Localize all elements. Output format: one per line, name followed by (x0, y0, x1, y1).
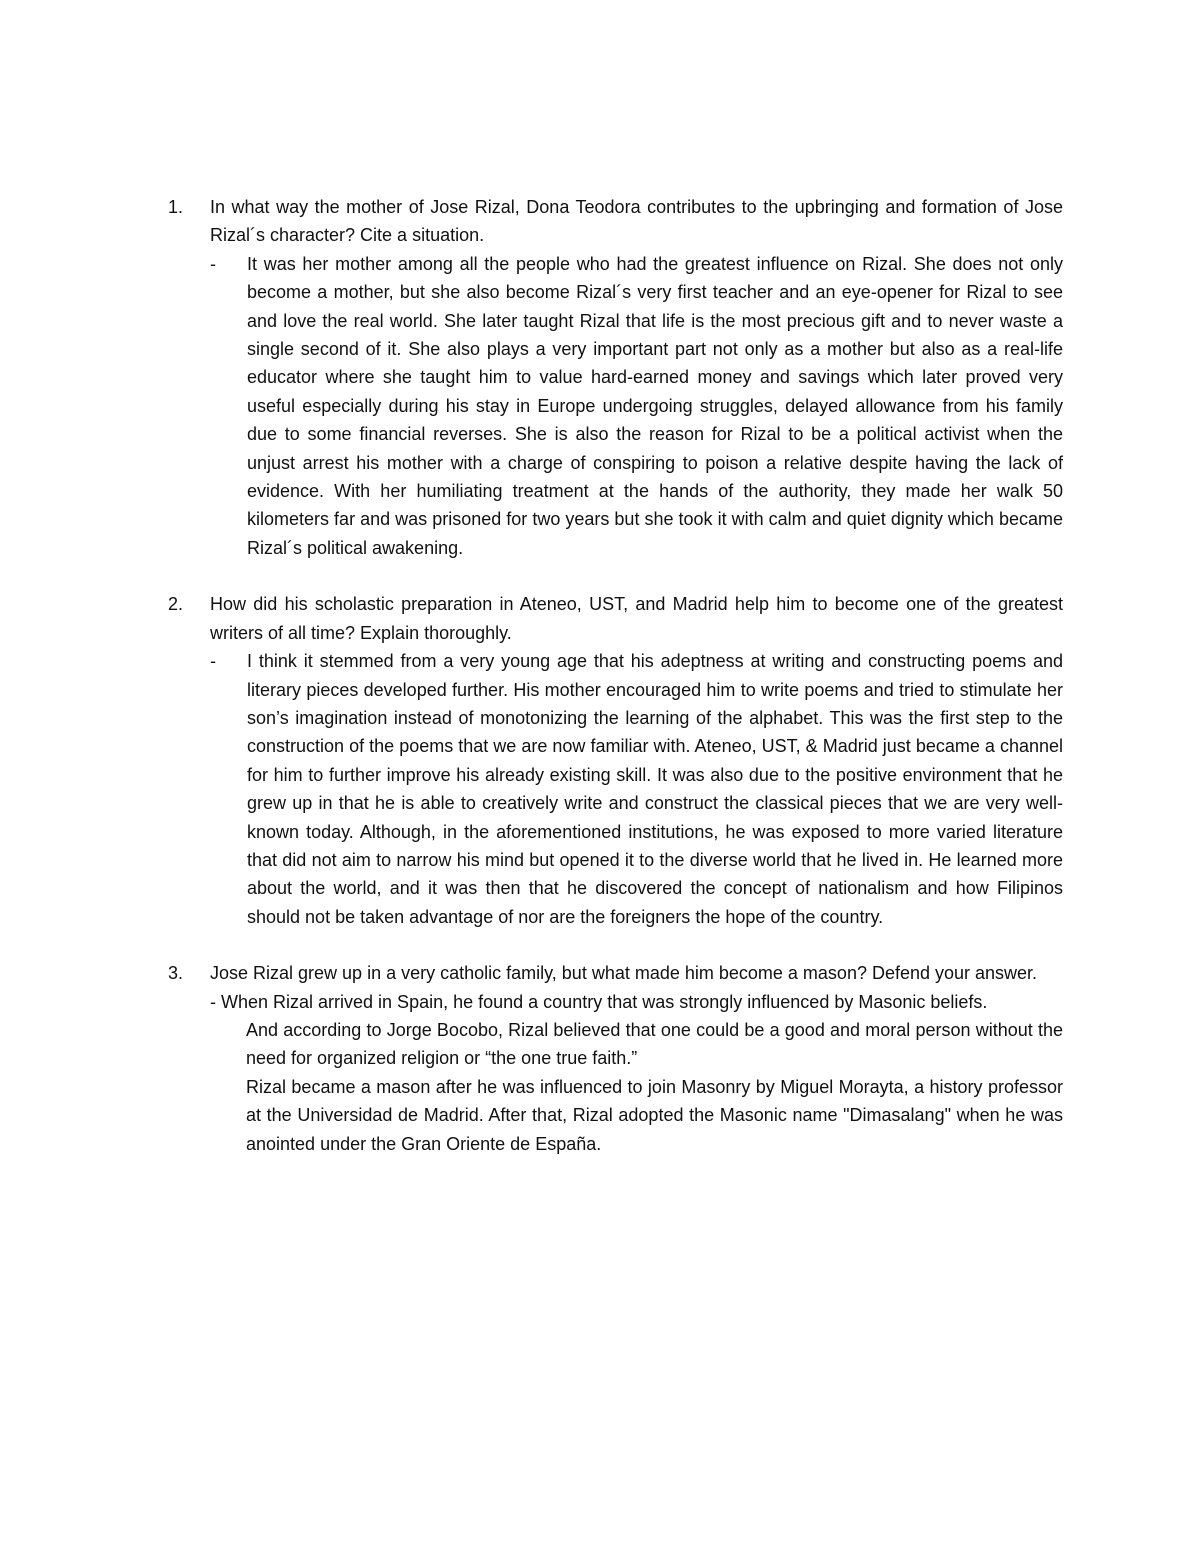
question-text-3: Jose Rizal grew up in a very catholic family, but what made him become a mason? Defend your answer. (210, 963, 1038, 984)
question-text-2: How did his scholastic preparation in Ateneo, UST, and Madrid help him to become one of the greatest writers of all time? Explain thoroughly. (210, 594, 1063, 643)
answer-dash-1: - (210, 253, 216, 274)
question-row-3 (168, 959, 1063, 987)
document-body (168, 193, 1063, 1158)
question-row-2 (168, 590, 1063, 647)
question-number-1: 1. (168, 197, 184, 217)
answer-text-3-first-line: - When Rizal arrived in Spain, he found a country that was strongly influenced by Masonic beliefs. (210, 991, 988, 1012)
question-number-3: 3. (168, 963, 184, 984)
answer-row-1 (210, 250, 1063, 562)
question-text-1: In what way the mother of Jose Rizal, Dona Teodora contributes to the upbringing and formation of Jose Rizal´s character? Cite a situation. (210, 197, 1063, 246)
answer-dash-2: - (210, 651, 216, 672)
question-item-1 (168, 193, 1063, 562)
answer-row-2 (210, 647, 1063, 931)
answer-text-3-paragraph-2: Rizal became a mason after he was influenced to join Masonry by Miguel Morayta, a history professor at the Universidad de Madrid. After that, Rizal adopted the Masonic name "Dimasalang" when he was anointed under the Gran Oriente de España. (246, 1076, 1063, 1154)
question-row-1 (168, 193, 1063, 250)
question-item-3 (168, 959, 1063, 1158)
question-number-2: 2. (168, 594, 184, 615)
answer-block-3 (210, 988, 1063, 1158)
answer-text-2: I think it stemmed from a very young age that his adeptness at writing and constructing poems and literary pieces developed further. His mother encouraged him to write poems and tried to stimulate her son’s imagination instead of monotonizing the learning of the alphabet. This was the first step to the construction of the poems that we are now familiar with. Ateneo, UST, & Madrid just became a channel for him to further improve his already existing skill. It was also due to the positive environment that he grew up in that he is able to creatively write and construct the classical pieces that we are very well-known today. Although, in the aforementioned institutions, he was exposed to more varied literature that did not aim to narrow his mind but opened it to the diverse world that he lived in. He learned more about the world, and it was then that he discovered the concept of nationalism and how Filipinos should not be taken advantage of nor are the foreigners the hope of the country. (247, 651, 1063, 927)
answer-text-3-paragraph-1: And according to Jorge Bocobo, Rizal believed that one could be a good and moral person without the need for organized religion or “the one true faith.” (246, 1019, 1063, 1069)
question-item-2 (168, 590, 1063, 931)
answer-text-1: It was her mother among all the people who had the greatest influence on Rizal. She does not only become a mother, but she also become Rizal´s very first teacher and an eye-opener for Rizal to see and love the real world. She later taught Rizal that life is the most precious gift and to never waste a single second of it. She also plays a very important part not only as a mother but also as a real-life educator where she taught him to value hard-earned money and savings which later proved very useful especially during his stay in Europe undergoing struggles, delayed allowance from his family due to some financial reverses. She is also the reason for Rizal to be a political activist when the unjust arrest his mother with a charge of conspiring to poison a relative despite having the lack of evidence. With her humiliating treatment at the hands of the authority, they made her walk 50 kilometers far and was prisoned for two years but she took it with calm and quiet dignity which became Rizal´s political awakening. (247, 253, 1063, 558)
